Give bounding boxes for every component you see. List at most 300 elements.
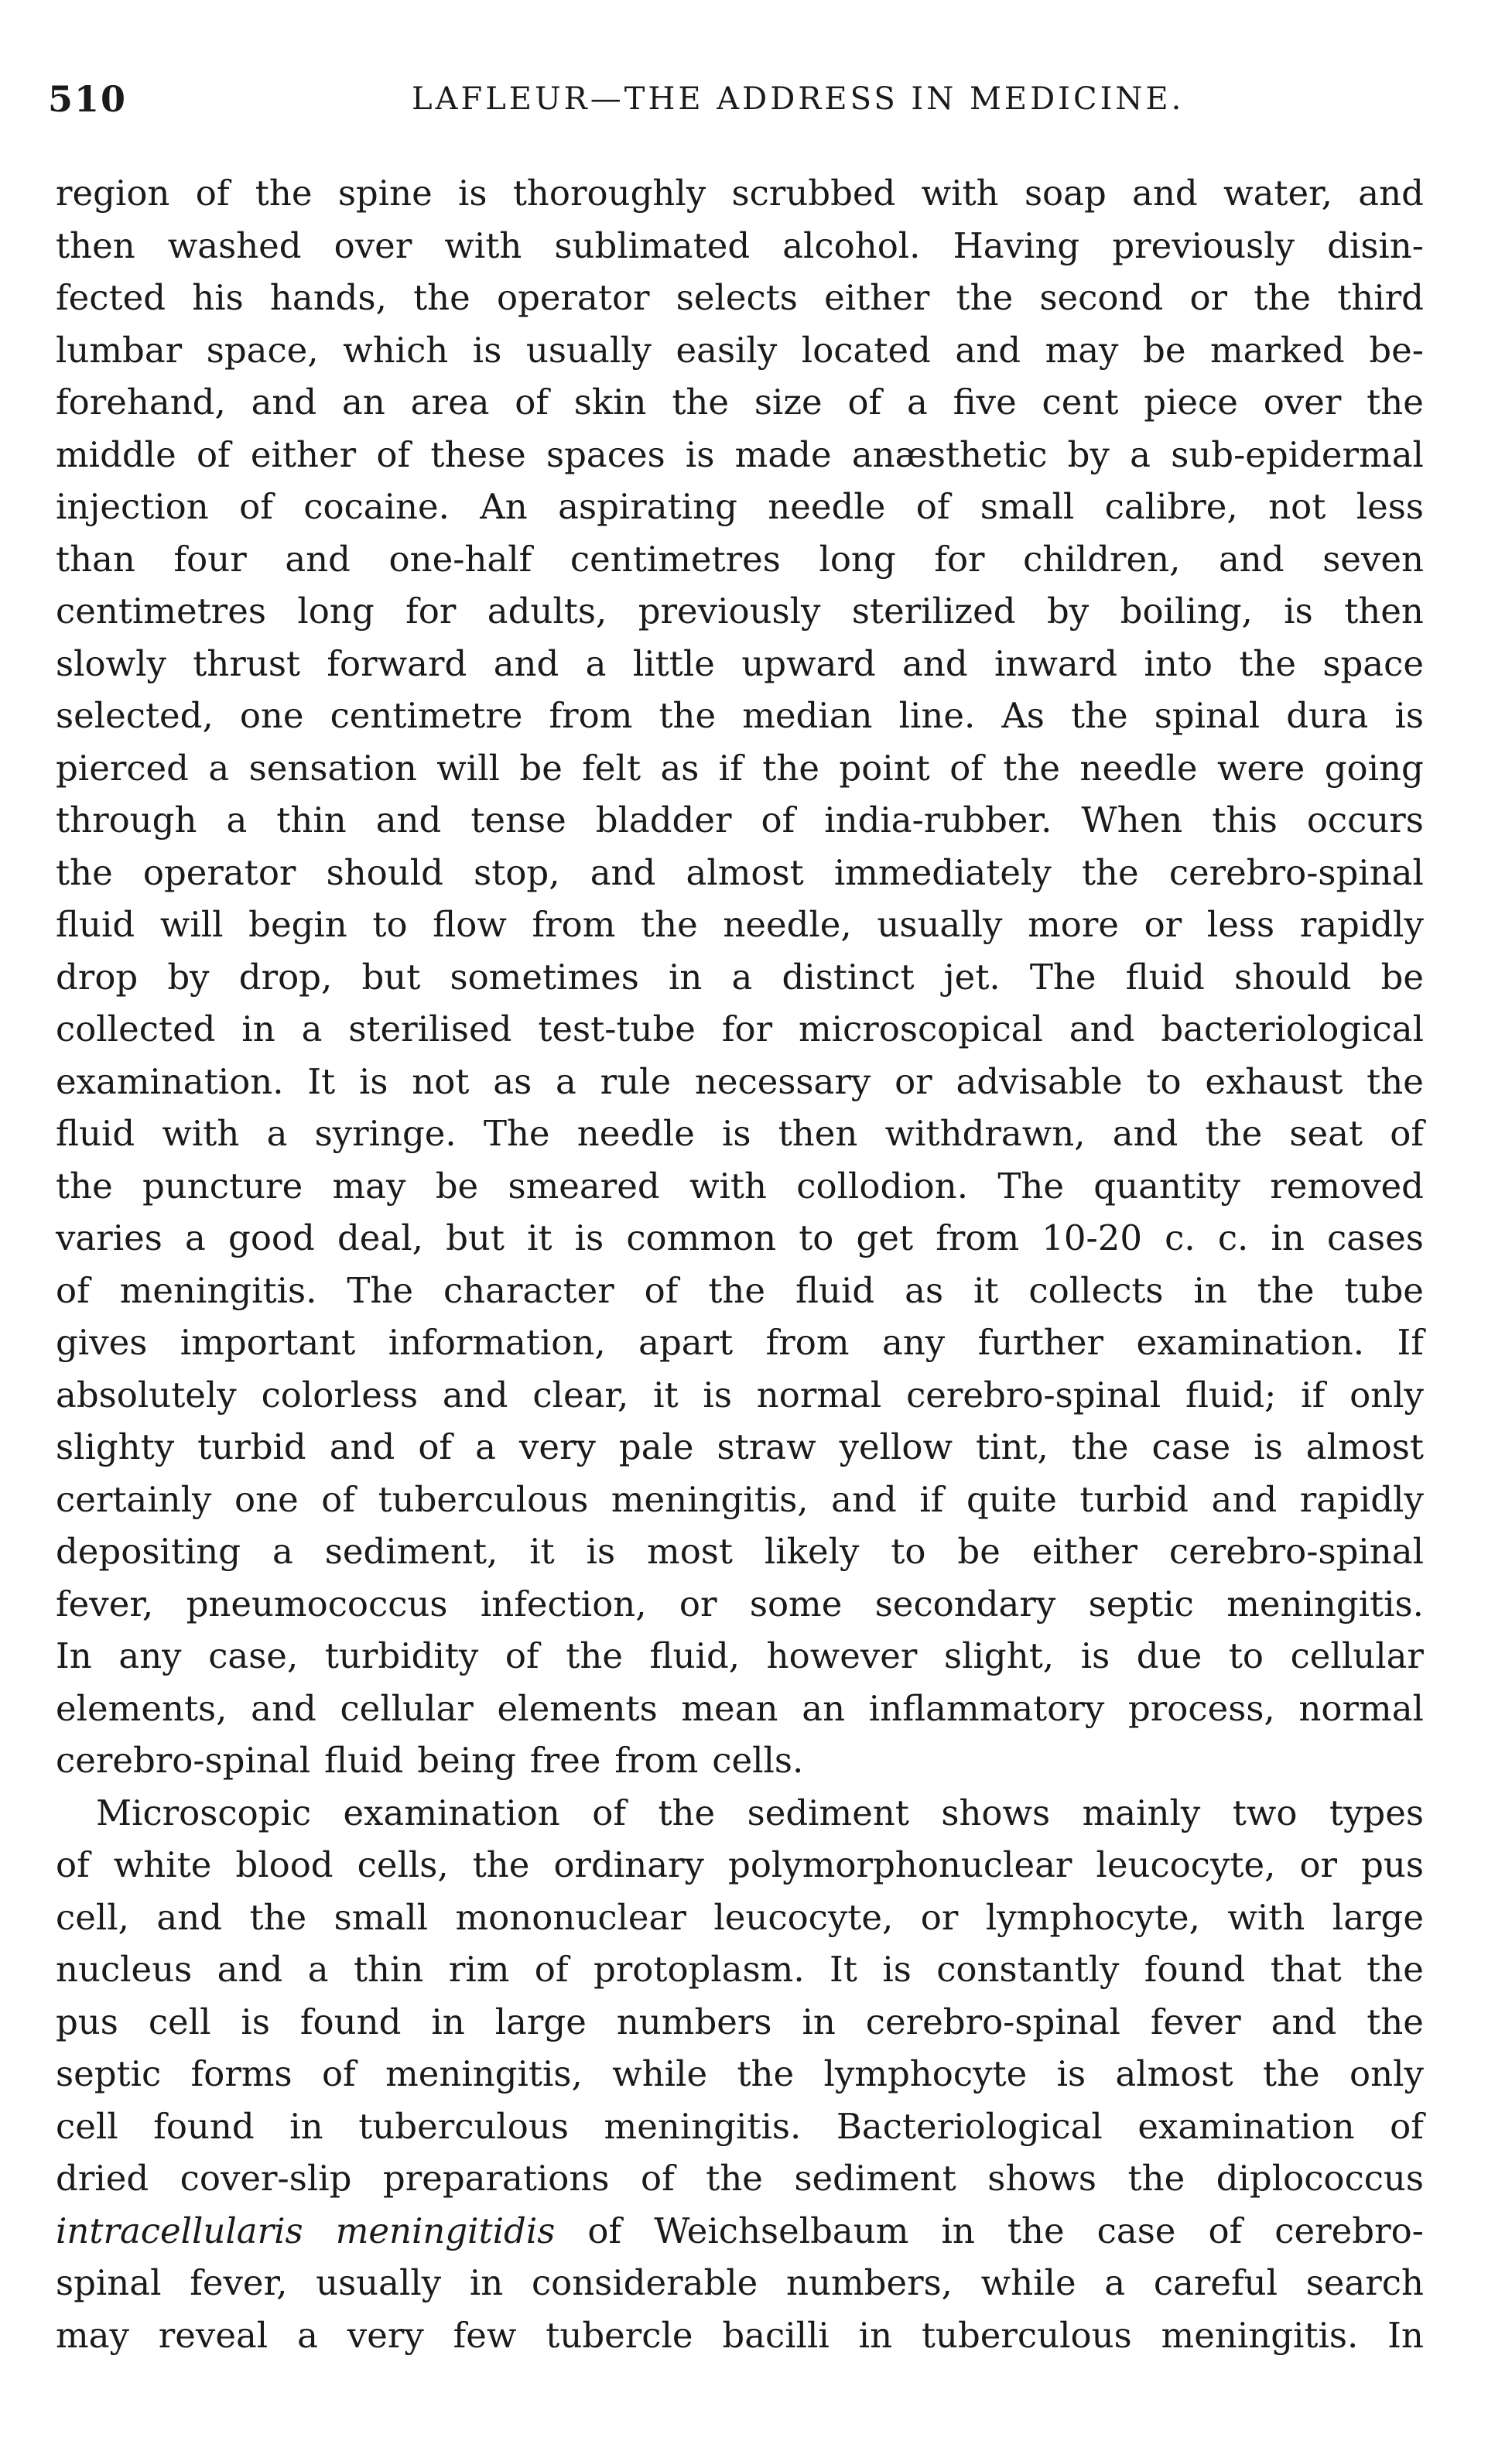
word: In: [1387, 2314, 1424, 2356]
word: of: [644, 1269, 679, 1311]
word: colorless: [261, 1374, 419, 1416]
word: seven: [1322, 538, 1424, 580]
word: and: [442, 1374, 508, 1416]
word: and: [375, 799, 442, 840]
word: cerebro-spinal: [1168, 1531, 1424, 1572]
word: slighty: [56, 1426, 175, 1467]
word: elements: [497, 1687, 658, 1729]
word: rapidly: [1299, 1478, 1424, 1520]
word: the: [1367, 1060, 1424, 1102]
word: dura: [1286, 695, 1369, 736]
word: as: [660, 747, 700, 789]
word: some: [749, 1583, 843, 1624]
word: important: [180, 1322, 356, 1363]
word: normal: [756, 1374, 882, 1416]
word: common: [626, 1217, 777, 1258]
word: spinal: [1154, 695, 1261, 736]
word: further: [977, 1322, 1104, 1363]
word: reveal: [158, 2314, 269, 2356]
word: calibre,: [1104, 486, 1238, 527]
word: thin: [353, 1949, 424, 1990]
word: an: [342, 382, 385, 423]
text-line: [56, 690, 1424, 742]
word: cover-slip: [180, 2158, 352, 2199]
word: of: [321, 2053, 356, 2094]
word: pus: [1361, 1844, 1424, 1885]
word: if: [919, 1478, 944, 1520]
word: and: [285, 538, 351, 580]
word: seat: [1289, 1113, 1363, 1154]
word: an: [802, 1687, 846, 1729]
word: is: [685, 433, 715, 475]
word: a: [297, 2314, 318, 2356]
word: clear,: [532, 1374, 629, 1416]
word: and: [251, 382, 317, 423]
word: Having: [953, 224, 1080, 266]
word: alcohol.: [782, 224, 921, 266]
word: will: [159, 904, 224, 945]
word: centimetres: [56, 591, 266, 632]
word: case: [1151, 1426, 1231, 1467]
word: turbid: [197, 1426, 306, 1467]
word: get: [856, 1217, 914, 1258]
word: the: [1081, 851, 1139, 893]
word: fever,: [190, 2262, 288, 2303]
word: india-rubber.: [824, 799, 1052, 840]
text-line: [56, 376, 1424, 429]
word: The: [347, 1269, 413, 1311]
word: is: [882, 1949, 912, 1990]
word: withdrawn,: [884, 1113, 1086, 1154]
word: of: [534, 1949, 569, 1990]
word: injection: [56, 486, 209, 527]
word: most: [647, 1531, 733, 1572]
word: that: [1270, 1949, 1342, 1990]
word: pneumococcus: [186, 1583, 448, 1624]
word: yellow: [839, 1426, 953, 1467]
word: a: [907, 382, 928, 423]
word: inflammatory: [868, 1687, 1105, 1729]
word: more: [1028, 904, 1119, 945]
word: fluid: [56, 1113, 135, 1154]
text-line: [56, 1369, 1424, 1422]
word: sediment,: [324, 1531, 498, 1572]
word: long: [819, 538, 896, 580]
word: will: [436, 747, 500, 789]
text-line: [56, 794, 1424, 847]
word: When: [1081, 799, 1183, 840]
word: should: [1234, 956, 1352, 998]
word: or: [920, 1896, 959, 1938]
word: for: [405, 591, 457, 632]
text-line: [56, 220, 1424, 272]
word: of: [1390, 1113, 1424, 1154]
word: cells.: [712, 1740, 804, 1781]
word: numbers,: [786, 2262, 953, 2303]
word: fever: [1150, 2001, 1241, 2042]
word: little: [632, 642, 715, 684]
word: the: [56, 1165, 113, 1207]
word: in: [431, 2001, 465, 2042]
word: the: [1003, 747, 1061, 789]
word: the: [1007, 2210, 1065, 2251]
word: is: [722, 1113, 751, 1154]
word: c.: [1165, 1217, 1196, 1258]
word: cell,: [56, 1896, 129, 1938]
word: It: [307, 1060, 336, 1102]
word: immediately: [833, 851, 1052, 893]
word: may: [1045, 329, 1119, 371]
text-line: [56, 324, 1424, 377]
word: point: [839, 747, 930, 789]
word: If: [1397, 1322, 1424, 1363]
word: and: [1358, 173, 1424, 214]
word: and: [1069, 1008, 1135, 1049]
word: the: [1239, 642, 1297, 684]
word: free: [529, 1740, 601, 1781]
word: while: [980, 2262, 1076, 2303]
text-line: [56, 1943, 1424, 1996]
text-line: [56, 1474, 1424, 1526]
word: then: [56, 224, 135, 266]
word: a: [301, 1008, 323, 1049]
word: tubercle: [546, 2314, 693, 2356]
word: size: [754, 382, 823, 423]
word: anæsthetic: [851, 433, 1048, 475]
text-line: [56, 167, 1424, 220]
word: cerebro-spinal: [865, 2001, 1120, 2042]
word: cerebro-spinal: [1168, 851, 1424, 893]
word: is: [472, 329, 502, 371]
word: going: [1324, 747, 1424, 789]
word: test-tube: [538, 1008, 696, 1049]
word: it: [529, 1531, 555, 1572]
word: being: [417, 1740, 516, 1781]
word: is: [1056, 2053, 1086, 2094]
word: sterilized: [851, 591, 1016, 632]
word: it: [527, 1217, 552, 1258]
word: made: [734, 433, 832, 475]
word: Weichselbaum: [654, 2210, 909, 2251]
word: and: [251, 1687, 316, 1729]
word: cerebro-: [1274, 2210, 1424, 2251]
word: of: [1390, 2105, 1424, 2147]
word: almost: [1305, 1426, 1424, 1467]
word: and: [1211, 1478, 1278, 1520]
word: search: [1305, 2262, 1424, 2303]
word: scrubbed: [731, 173, 896, 214]
word: c.: [1217, 1217, 1249, 1258]
word: meningitis.: [1226, 1583, 1424, 1624]
word: marked: [1210, 329, 1345, 371]
word: small: [334, 1896, 429, 1938]
word: forms: [190, 2053, 292, 2094]
word: slight,: [944, 1635, 1055, 1676]
word: The: [483, 1113, 550, 1154]
word: previously: [638, 591, 821, 632]
word: good: [228, 1217, 315, 1258]
word: meningitis,: [611, 1478, 809, 1520]
word: tuberculous: [378, 1478, 589, 1520]
word: and: [1271, 2001, 1337, 2042]
word: microscopical: [799, 1008, 1043, 1049]
word: depositing: [56, 1531, 241, 1572]
word: only: [1350, 1374, 1424, 1416]
word: selected,: [56, 695, 214, 736]
word: apart: [638, 1322, 734, 1363]
word: upward: [741, 642, 876, 684]
word: and: [902, 642, 968, 684]
word: fluid;: [1185, 1374, 1277, 1416]
word: information,: [388, 1322, 606, 1363]
word: lumbar: [56, 329, 183, 371]
word: of: [196, 433, 231, 475]
word: case,: [208, 1635, 299, 1676]
body-text: [56, 167, 1424, 2361]
word: is: [359, 1060, 388, 1102]
word: his: [192, 277, 244, 318]
word: considerable: [531, 2262, 758, 2303]
word: lymphocyte: [823, 2053, 1028, 2094]
word: dried: [56, 2158, 149, 2199]
word: or: [679, 1583, 717, 1624]
word: cent: [1042, 382, 1119, 423]
word: due: [1136, 1635, 1202, 1676]
word: from: [936, 1217, 1020, 1258]
word: examination: [1137, 2105, 1355, 2147]
word: by: [1067, 433, 1110, 475]
word: collodion.: [796, 1165, 969, 1207]
word: very: [518, 1426, 596, 1467]
word: of: [587, 2210, 622, 2251]
word: thin: [276, 799, 347, 840]
text-line: [56, 1525, 1424, 1578]
word: thrust: [193, 642, 301, 684]
word: a: [307, 1949, 329, 1990]
word: necessary: [694, 1060, 871, 1102]
text-line: [56, 1421, 1424, 1474]
text-line: [56, 481, 1424, 533]
word: cerebro-spinal: [56, 1740, 311, 1781]
word: likely: [764, 1531, 860, 1572]
word: the: [708, 1269, 766, 1311]
word: to: [372, 904, 408, 945]
word: jet.: [943, 956, 1001, 998]
word: tint,: [976, 1426, 1048, 1467]
word: with: [1227, 1896, 1305, 1938]
word: is: [703, 1374, 732, 1416]
word: a: [585, 642, 607, 684]
running-head: [48, 76, 1449, 122]
word: is: [1254, 1426, 1283, 1467]
word: tense: [470, 799, 566, 840]
word: be: [1380, 956, 1424, 998]
word: it: [973, 1269, 999, 1311]
word: usually: [316, 2262, 442, 2303]
word: with: [162, 1113, 240, 1154]
word: were: [1216, 747, 1305, 789]
word: the: [706, 2158, 763, 2199]
word: a: [266, 1113, 288, 1154]
word: slowly: [56, 642, 166, 684]
word: felt: [582, 747, 641, 789]
word: gives: [56, 1322, 148, 1363]
word: one: [234, 1478, 299, 1520]
word: shows: [941, 1792, 1051, 1833]
word: pus: [56, 2001, 118, 2042]
word: middle: [56, 433, 176, 475]
text-line: [56, 742, 1424, 795]
word: cells,: [357, 1844, 449, 1885]
word: shows: [987, 2158, 1097, 2199]
word: fected: [56, 277, 166, 318]
word: not: [412, 1060, 470, 1102]
word: median: [742, 695, 873, 736]
word: a: [1130, 433, 1151, 475]
text-line: [56, 1892, 1424, 1944]
word: of: [239, 486, 273, 527]
word: puncture: [142, 1165, 303, 1207]
word: should: [326, 851, 443, 893]
word: cocaine.: [303, 486, 450, 527]
word: to: [1228, 1635, 1264, 1676]
text-line: [56, 1839, 1424, 1892]
word: meningitis.: [604, 2105, 802, 2147]
word: sometimes: [450, 956, 639, 998]
running-title: LAFLEUR—THE ADDRESS IN MEDICINE.: [412, 81, 1185, 117]
page-number: 510: [48, 78, 128, 120]
word: and: [1132, 173, 1198, 214]
word: in: [469, 2262, 504, 2303]
word: space,: [206, 329, 319, 371]
word: and: [590, 851, 656, 893]
word: mononuclear: [455, 1896, 686, 1938]
word: of: [915, 486, 950, 527]
word: from: [532, 904, 616, 945]
word: careful: [1153, 2262, 1278, 2303]
word: of: [949, 747, 983, 789]
word: nucleus: [56, 1949, 193, 1990]
word: quite: [966, 1478, 1057, 1520]
word: 10-20: [1042, 1217, 1143, 1258]
word: rim: [448, 1949, 510, 1990]
word: five: [953, 382, 1017, 423]
word: occurs: [1306, 799, 1424, 840]
word: of: [195, 173, 230, 214]
word: needle,: [723, 904, 852, 945]
word: sensation: [248, 747, 417, 789]
word: collects: [1028, 1269, 1164, 1311]
word: in: [802, 2001, 836, 2042]
word: spinal: [56, 2262, 162, 2303]
word: in: [941, 2210, 975, 2251]
word: or: [1189, 277, 1228, 318]
word: needle: [576, 1113, 695, 1154]
word: of: [847, 382, 882, 423]
word: advisable: [956, 1060, 1123, 1102]
word: a: [208, 747, 230, 789]
word: thoroughly: [512, 173, 706, 214]
word: inward: [994, 642, 1118, 684]
word: the: [672, 382, 730, 423]
word: of: [376, 433, 411, 475]
word: over: [1263, 382, 1342, 423]
word: in: [669, 956, 703, 998]
word: for: [934, 538, 985, 580]
text-line: [56, 847, 1424, 899]
text-line: [56, 2205, 1424, 2258]
word: to: [799, 1217, 834, 1258]
word: usually: [877, 904, 1003, 945]
word: a: [475, 1426, 496, 1467]
word: elements,: [56, 1687, 227, 1729]
word: it: [653, 1374, 679, 1416]
word: be: [519, 747, 563, 789]
word: piece: [1144, 382, 1238, 423]
word: the: [56, 851, 113, 893]
word: space: [1322, 642, 1424, 684]
word: rapidly: [1299, 904, 1424, 945]
word: of: [56, 1269, 90, 1311]
word: fluid: [795, 1269, 875, 1311]
word: certainly: [56, 1478, 212, 1520]
word: previously: [1112, 224, 1295, 266]
word: tuberculous: [921, 2314, 1132, 2356]
word: spaces: [546, 433, 665, 475]
word: children,: [1023, 538, 1181, 580]
word: varies: [56, 1217, 162, 1258]
text-line: [56, 1108, 1424, 1160]
word: centimetre: [330, 695, 523, 736]
word: blood: [235, 1844, 334, 1885]
word: four: [173, 538, 247, 580]
text-line: [56, 638, 1424, 690]
word: spine: [337, 173, 433, 214]
word: bacilli: [722, 2314, 830, 2356]
word: collected: [56, 1008, 216, 1049]
word: As: [1001, 695, 1045, 736]
word: is: [241, 2001, 270, 2042]
word: tuberculous: [358, 2105, 569, 2147]
word: character: [443, 1269, 614, 1311]
text-line: [56, 1787, 1424, 1840]
word: the: [641, 904, 698, 945]
word: third: [1337, 277, 1424, 318]
word: The: [997, 1165, 1064, 1207]
text-line: [56, 2048, 1424, 2100]
word: and: [1112, 1113, 1178, 1154]
word: a: [1104, 2262, 1126, 2303]
word: and: [1218, 538, 1285, 580]
word: long: [297, 591, 375, 632]
word: Bacteriological: [836, 2105, 1103, 2147]
word: is: [574, 1217, 604, 1258]
word: forward: [327, 642, 467, 684]
word: if: [718, 747, 743, 789]
word: to: [1146, 1060, 1182, 1102]
word: into: [1144, 642, 1213, 684]
word: aspirating: [558, 486, 737, 527]
word: examination: [343, 1792, 560, 1833]
text-line: [56, 1003, 1424, 1056]
word: types: [1329, 1792, 1424, 1833]
text-line: [56, 272, 1424, 324]
word: this: [1212, 799, 1278, 840]
text-line: [56, 1056, 1424, 1108]
word: area: [410, 382, 490, 423]
text-line: [56, 1734, 1424, 1787]
word: and: [493, 642, 559, 684]
